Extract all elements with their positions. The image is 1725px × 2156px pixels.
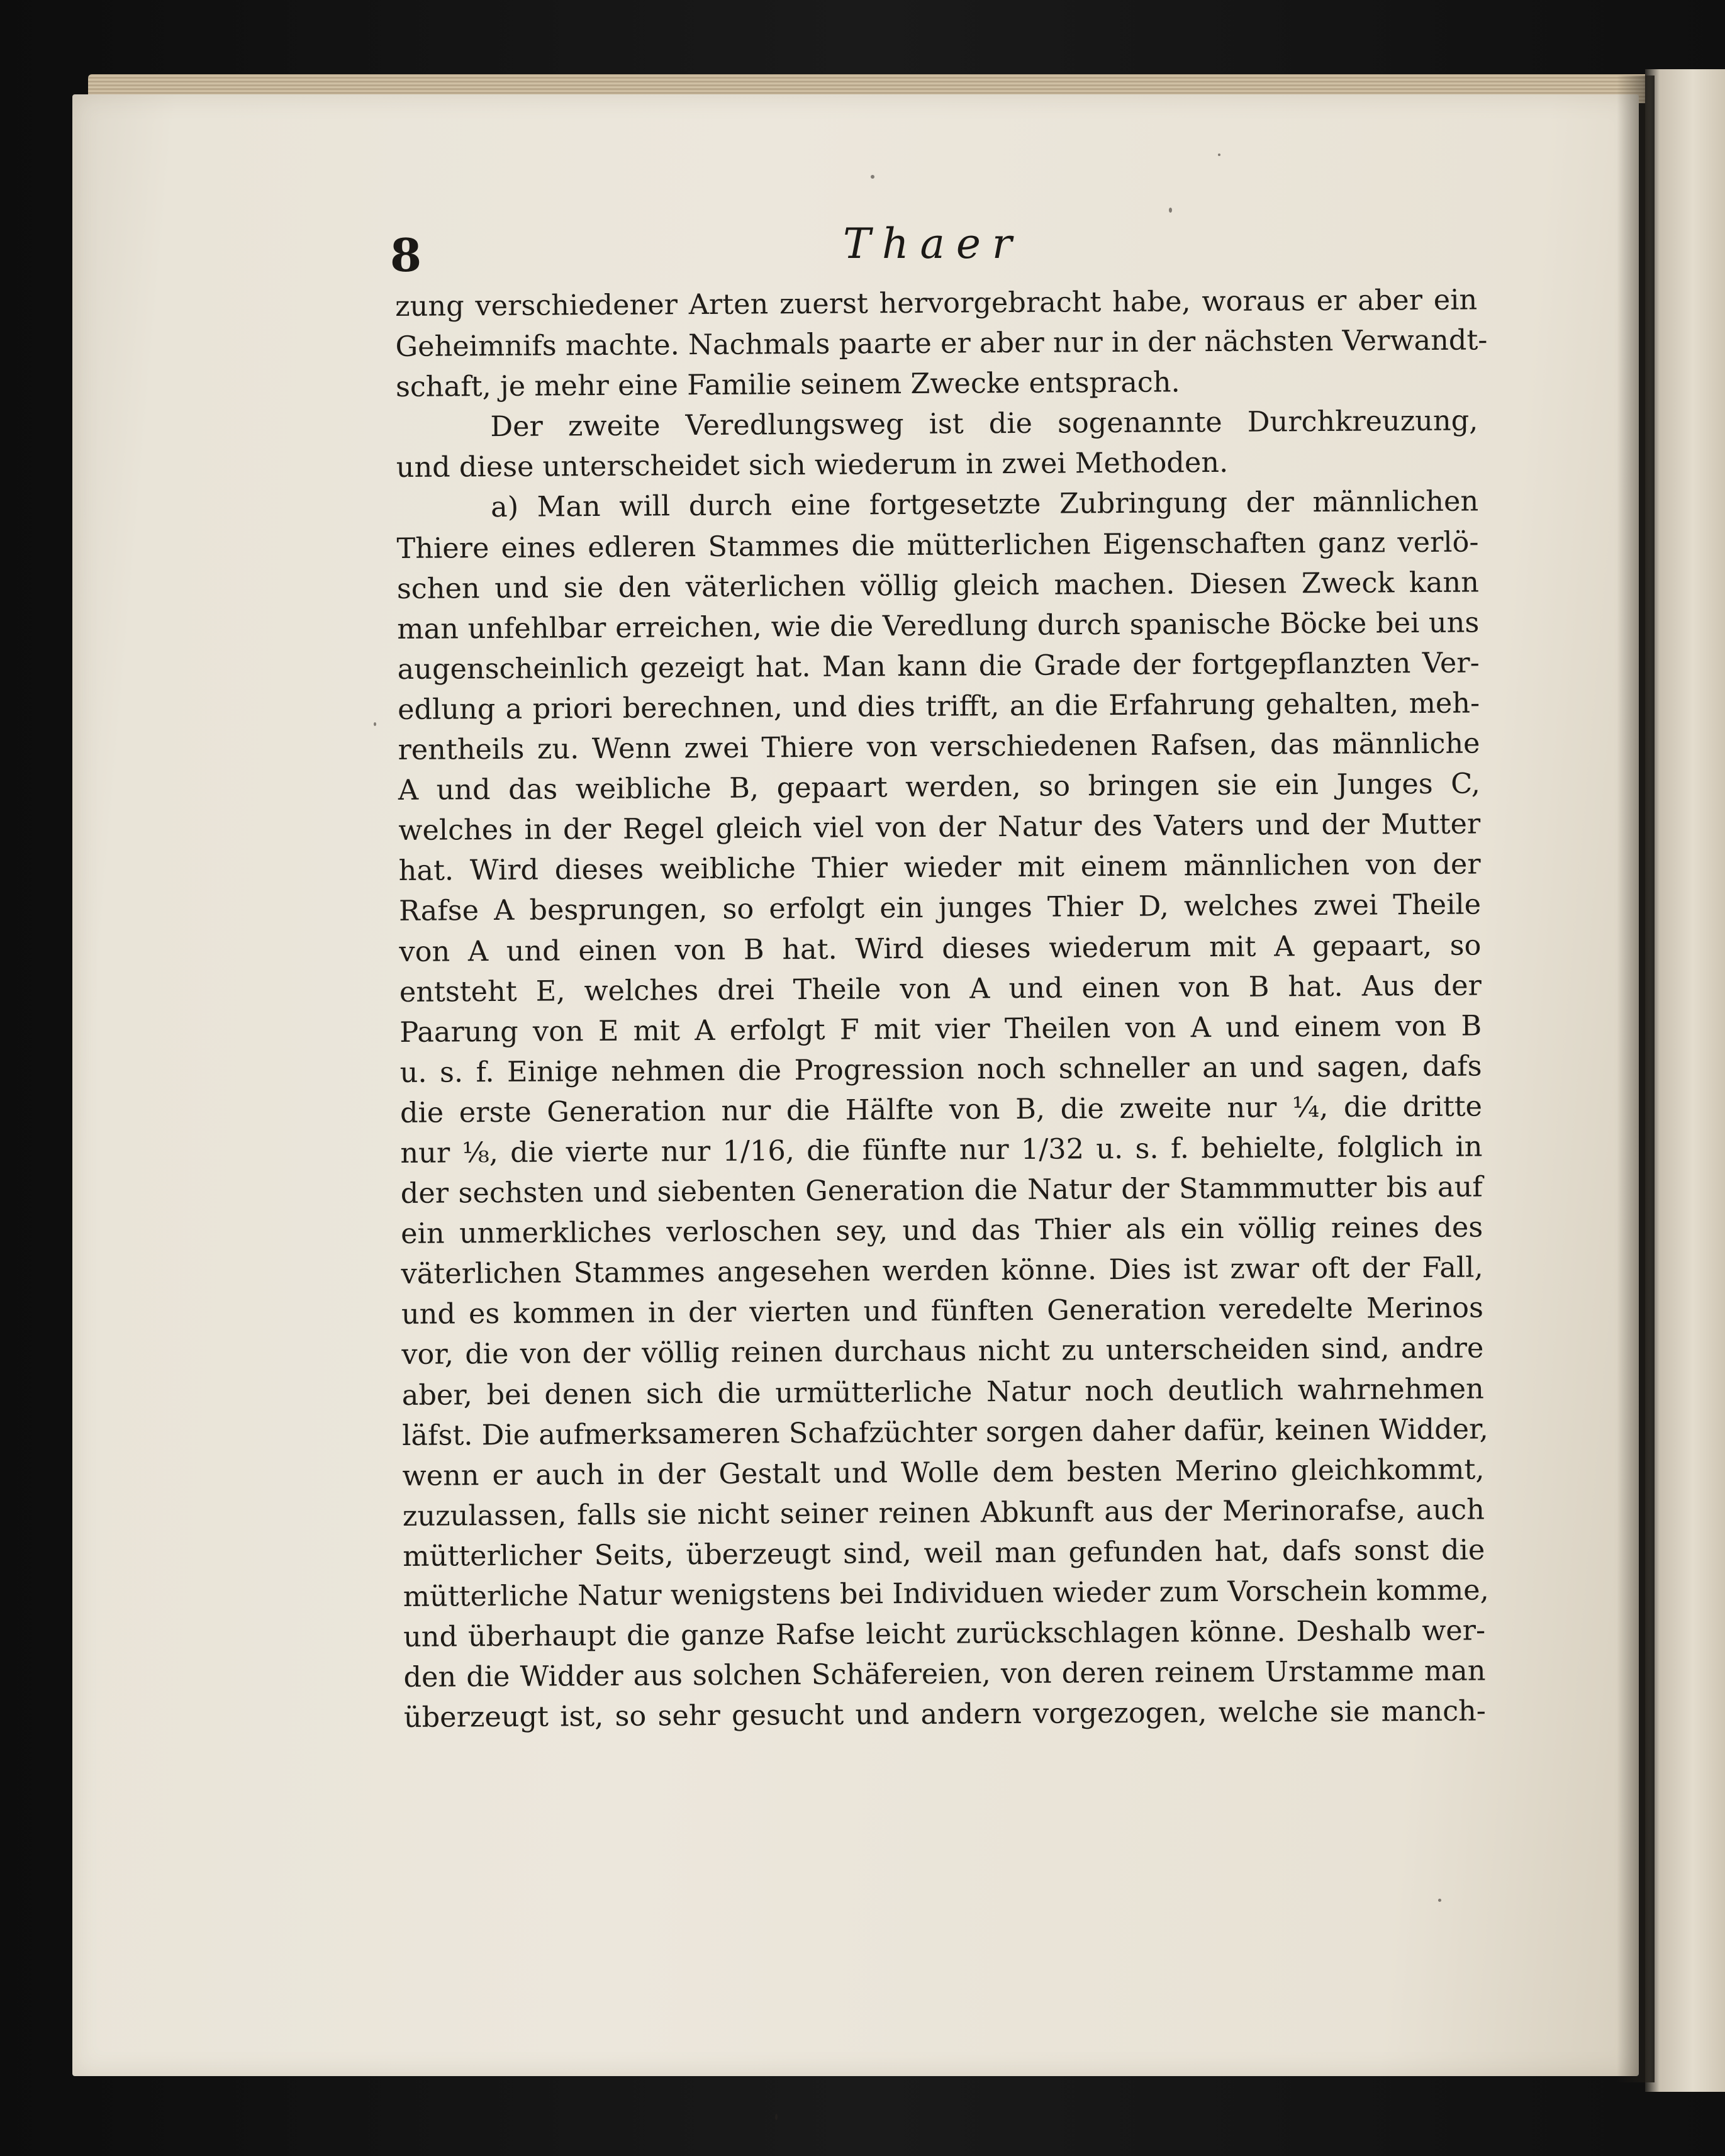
paper-speck <box>374 722 376 726</box>
text-line: a) Man will durch eine fortgesetzte Zubringung der männlichen <box>490 484 1479 524</box>
text-line: u. s. f. Einige nehmen die Progression noch schneller an und sagen, dafs <box>399 1049 1482 1089</box>
text-line: wenn er auch in der Gestalt und Wolle dem besten Merino gleichkommt, <box>402 1453 1485 1492</box>
text-line: von A und einen von B hat. Wird dieses wiederum mit A gepaart, so <box>399 928 1482 968</box>
text-line: die erste Generation nur die Hälfte von B, die zweite nur ¼, die dritte <box>399 1090 1483 1129</box>
text-line: rentheils zu. Wenn zwei Thiere von verschiedenen Rafsen, das männliche <box>398 727 1480 767</box>
text-line: der sechsten und siebenten Generation die Natur der Stammmutter bis auf <box>400 1170 1483 1210</box>
body-text <box>395 279 1489 1758</box>
text-line: Paarung von E mit A erfolgt F mit vier Theilen von A und einem von B <box>399 1009 1482 1049</box>
text-line: und diese unterscheidet sich wiederum in zwei Methoden. <box>396 446 1229 484</box>
text-line: schen und sie den väterlichen völlig gleich machen. Diesen Zweck kann <box>396 566 1480 605</box>
text-line: zuzulassen, falls sie nicht seiner reinen Abkunft aus der Merinorafse, auch <box>402 1493 1485 1533</box>
text-line: mütterliche Natur wenigstens bei Individuen wieder zum Vorschein komme, <box>403 1573 1489 1613</box>
page-number: 8 <box>390 228 422 282</box>
text-line: A und das weibliche B, gepaart werden, so bringen sie ein Junges C, <box>398 767 1481 807</box>
text-line: man unfehlbar erreichen, wie die Veredlung durch spanische Böcke bei uns <box>397 606 1480 645</box>
running-head: Thaer <box>843 220 1024 268</box>
text-line: aber, bei denen sich die urmütterliche Natur noch deutlich wahrnehmen <box>401 1371 1484 1412</box>
paper-speck <box>775 2114 778 2120</box>
text-line: Rafse A besprungen, so erfolgt ein junges Thier D, welches zwei Theile <box>398 888 1482 928</box>
text-line: ein unmerkliches verloschen sey, und das Thier als ein völlig reines des <box>401 1210 1483 1251</box>
paper-speck <box>1218 154 1220 156</box>
text-line: den die Widder aus solchen Schäfereien, von deren reinem Urstamme man <box>403 1654 1486 1694</box>
text-line: Der zweite Veredlungsweg ist die sogenannte Durchkreuzung, <box>490 404 1478 444</box>
text-line: mütterlicher Seits, überzeugt sind, weil man gefunden hat, dafs sonst die <box>403 1533 1485 1573</box>
paper-speck <box>1169 208 1172 213</box>
text-line: entsteht E, welches drei Theile von A und einen von B hat. Aus der <box>399 969 1482 1008</box>
paper-speck <box>1438 1899 1441 1902</box>
text-line: zung verschiedener Arten zuerst hervorgebracht habe, woraus er aber ein <box>395 283 1478 323</box>
text-line: überzeugt ist, so sehr gesucht und andern vorgezogen, welche sie manch- <box>403 1694 1487 1734</box>
text-line: Thiere eines edleren Stammes die mütterlichen Eigenschaften ganz verlö- <box>396 525 1479 565</box>
paper-speck <box>871 175 874 179</box>
text-line: väterlichen Stammes angesehen werden könne. Dies ist zwar oft der Fall, <box>401 1251 1483 1291</box>
text-line: und es kommen in der vierten und fünften Generation veredelte Merinos <box>401 1291 1484 1331</box>
text-line: edlung a priori berechnen, und dies trifft, an die Erfahrung gehalten, meh- <box>397 686 1480 726</box>
text-line: nur ⅛, die vierte nur 1/16, die fünfte nur 1/32 u. s. f. behielte, folglich in <box>400 1130 1483 1170</box>
facing-page-edge <box>1645 69 1725 2092</box>
text-line: hat. Wird dieses weibliche Thier wieder mit einem männlichen von der <box>398 847 1481 888</box>
text-line: augenscheinlich gezeigt hat. Man kann die Grade der fortgepflanzten Ver- <box>397 646 1480 686</box>
spine-shadow <box>1617 75 1655 2082</box>
text-line: welches in der Regel gleich viel von der Natur des Vaters und der Mutter <box>398 807 1481 847</box>
text-line: schaft, je mehr eine Familie seinem Zwecke entsprach. <box>395 366 1180 404</box>
text-line: Geheimnifs machte. Nachmals paarte er aber nur in der nächsten Verwandt- <box>395 323 1488 364</box>
text-line: läfst. Die aufmerksameren Schafzüchter sorgen daher dafür, keinen Widder, <box>401 1412 1488 1452</box>
text-line: vor, die von der völlig reinen durchaus nicht zu unterscheiden sind, andre <box>401 1331 1484 1371</box>
text-line: und überhaupt die ganze Rafse leicht zurückschlagen könne. Deshalb wer- <box>403 1614 1486 1654</box>
